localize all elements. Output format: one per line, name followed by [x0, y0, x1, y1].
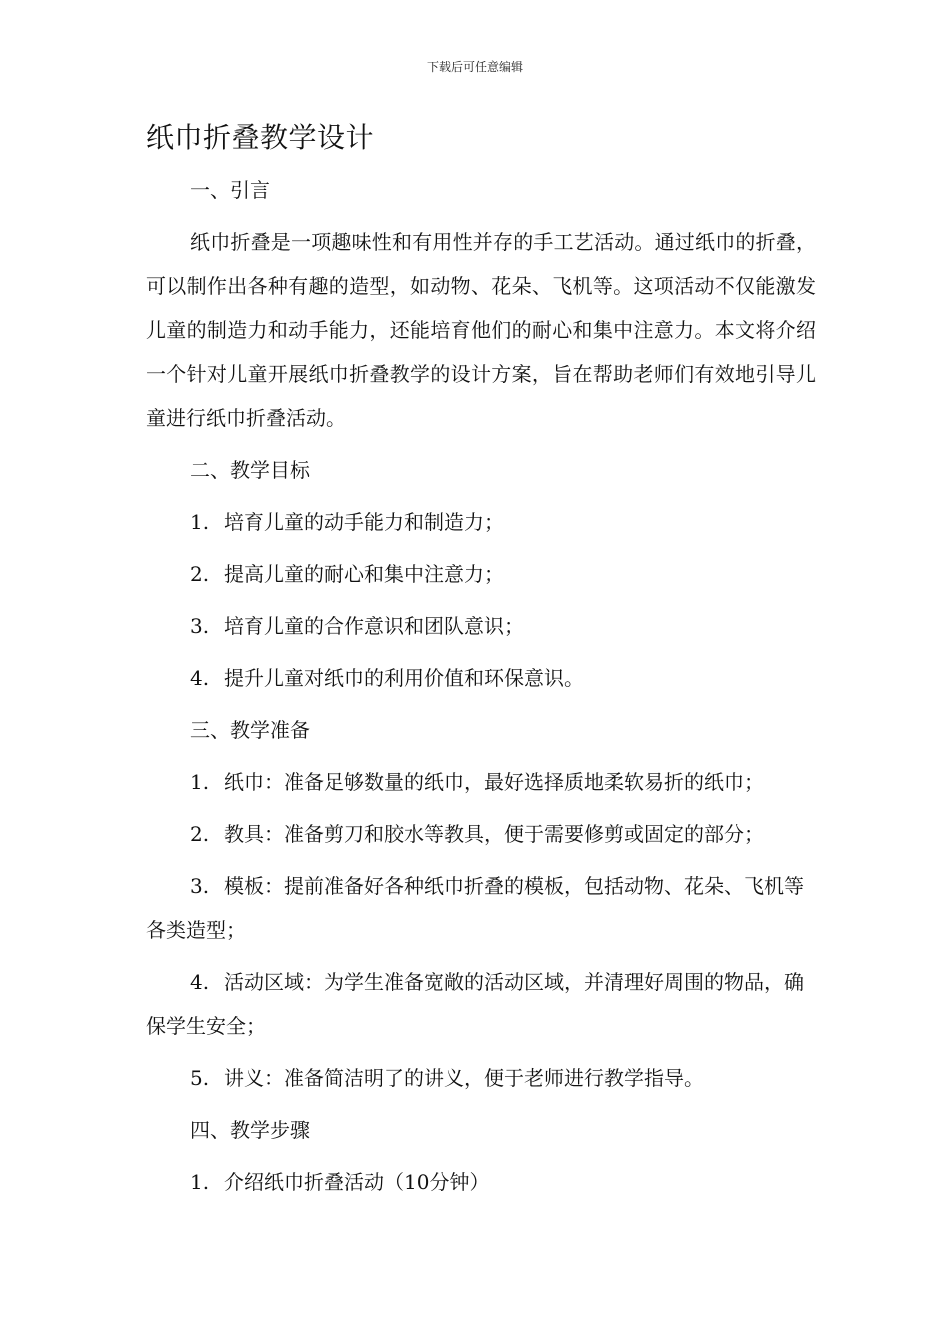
list-number: 4.	[190, 666, 210, 690]
list-number: 2.	[190, 822, 210, 846]
document-title: 纸巾折叠教学设计	[146, 121, 375, 154]
list-text: 模板：提前准备好各种纸巾折叠的模板，包括动物、花朵、飞机等各类造型；	[146, 874, 804, 942]
list-text: 提升儿童对纸巾的利用价值和环保意识。	[224, 666, 584, 690]
list-item	[146, 760, 816, 804]
list-number: 5.	[190, 1066, 210, 1090]
list-item	[146, 604, 816, 648]
section-intro	[146, 168, 816, 440]
section-heading: 一、引言	[190, 178, 270, 202]
list-number: 3.	[190, 874, 210, 898]
list-text: 活动区域：为学生准备宽敞的活动区域，并清理好周围的物品，确保学生安全；	[146, 970, 804, 1038]
section-prep	[146, 708, 816, 1100]
list-item	[146, 552, 816, 596]
list-text: 介绍纸巾折叠活动（10分钟）	[224, 1170, 490, 1194]
list-number: 1.	[190, 1170, 210, 1194]
section-heading: 二、教学目标	[190, 458, 310, 482]
list-item	[146, 864, 816, 952]
list-item	[146, 1056, 816, 1100]
list-item	[146, 500, 816, 544]
list-text: 提高儿童的耐心和集中注意力；	[224, 562, 504, 586]
list-text: 培育儿童的合作意识和团队意识；	[224, 614, 524, 638]
list-item	[146, 1160, 816, 1204]
list-number: 3.	[190, 614, 210, 638]
list-number: 1.	[190, 770, 210, 794]
header-note: 下载后可任意编辑	[426, 60, 523, 74]
section-heading: 三、教学准备	[190, 718, 310, 742]
list-item	[146, 812, 816, 856]
intro-paragraph: 纸巾折叠是一项趣味性和有用性并存的手工艺活动。通过纸巾的折叠，可以制作出各种有趣的造型，如动物、花朵、飞机等。这项活动不仅能激发儿童的制造力和动手能力，还能培育他们的耐心和集中注意力。本文将介绍一个针对儿童开展纸巾折叠教学的设计方案，旨在帮助老师们有效地引导儿童进行纸巾折叠活动。	[146, 230, 816, 430]
section-heading: 四、教学步骤	[190, 1118, 310, 1142]
list-text: 培育儿童的动手能力和制造力；	[224, 510, 504, 534]
list-number: 2.	[190, 562, 210, 586]
list-item	[146, 960, 816, 1048]
section-goals	[146, 448, 816, 700]
list-number: 1.	[190, 510, 210, 534]
section-steps	[146, 1108, 816, 1204]
list-text: 讲义：准备简洁明了的讲义，便于老师进行教学指导。	[224, 1066, 704, 1090]
list-item	[146, 656, 816, 700]
document-body	[146, 168, 816, 1212]
list-number: 4.	[190, 970, 210, 994]
list-text: 教具：准备剪刀和胶水等教具，便于需要修剪或固定的部分；	[224, 822, 764, 846]
list-text: 纸巾：准备足够数量的纸巾，最好选择质地柔软易折的纸巾；	[224, 770, 764, 794]
